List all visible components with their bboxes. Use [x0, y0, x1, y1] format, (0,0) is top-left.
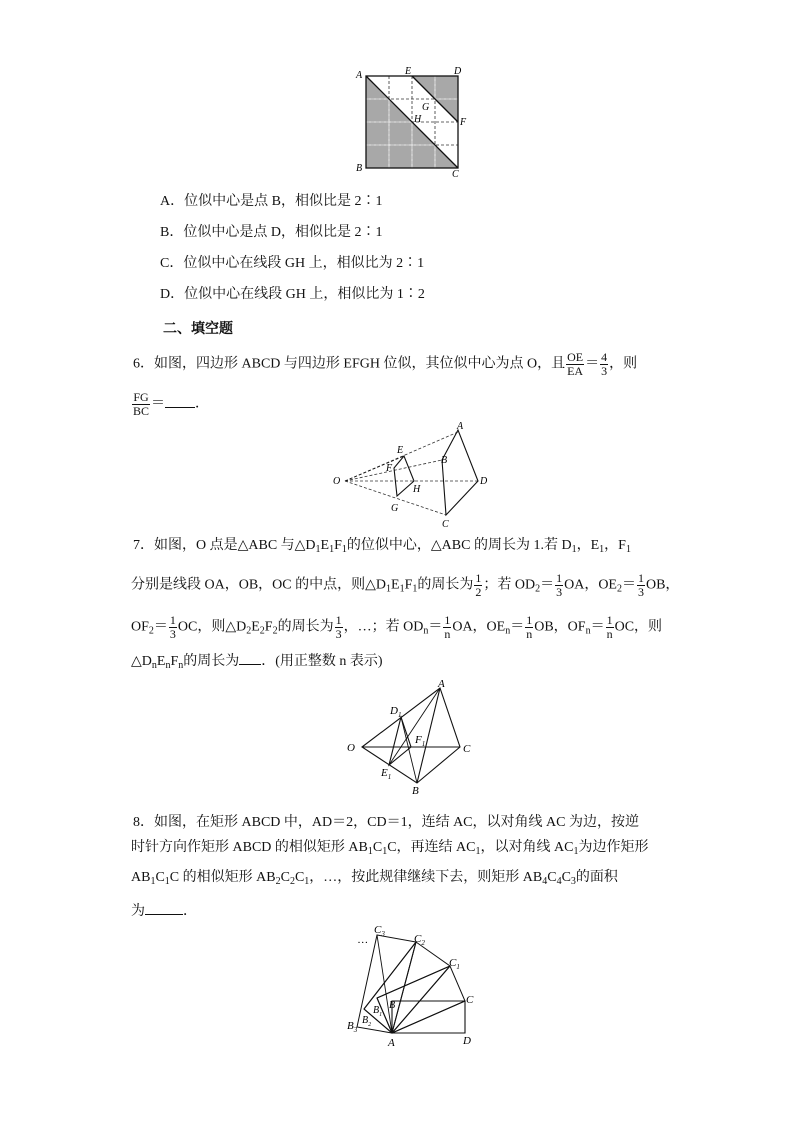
option-d: D．位似中心在线段 GH 上，相似比为 1∶2 [160, 287, 425, 302]
label-E: E [397, 445, 404, 456]
q7-figure [340, 675, 480, 795]
label-D1: $D_1$ [390, 705, 402, 719]
q8-line2: 时针方向作矩形 ABCD 的相似矩形 $AB_1C_1C$，再连结 $AC_1$，以对角线 $AC_1$为边作矩形 [131, 840, 649, 857]
label-C3: $C_3$ [374, 924, 385, 938]
label-B1: $B_1$ [373, 1005, 383, 1018]
label-O: O [333, 476, 341, 487]
option-c: C．位似中心在线段 GH 上，相似比为 2∶1 [160, 256, 425, 271]
label-F: F [460, 117, 467, 128]
label-A: A [356, 70, 363, 81]
label-C1: $C_1$ [449, 957, 460, 971]
q7-line3: $OF_2=$ $\frac{1}{3}$ OC，则$\triangle D_2E_2F_2$的周长为 $\frac{1}{3}$ ，…；若 $OD_n=$ $\frac{1}{n}$ OA，$OE_n=$ $\frac{1}{n}$ OB，$OF_n=$ $\frac{1}{n}$ OC，则 [131, 613, 663, 641]
label-A: A [438, 678, 445, 690]
q7-line2: 分别是线段 OA，OB，OC 的中点，则$\triangle D_1E_1F_1$的周长为 $\frac{1}{2}$ ；若 $OD_2=$ $\frac{1}{3}$ OA，$OE_2=$ $\frac{1}{3}$ OB， [131, 571, 680, 599]
label-dots: … [358, 934, 368, 946]
option-a: A．位似中心是点 B，相似比是 2∶1 [160, 194, 383, 209]
label-C: C [463, 743, 471, 755]
label-C2: $C_2$ [414, 933, 425, 947]
label-H: H [413, 484, 421, 495]
label-B: B [356, 163, 363, 174]
label-D: D [454, 66, 462, 77]
label-A: A [457, 421, 464, 432]
section-heading: 二、填空题 [163, 320, 233, 336]
label-H: H [414, 114, 422, 125]
label-G: G [422, 102, 430, 113]
q8-figure [340, 920, 490, 1050]
q7-line1: 7．如图，O 点是△ABC 与$\triangle D_1E_1F_1$的位似中心，△ABC 的周长为 1.若 $D_1$，$E_1$，$F_1$ [133, 538, 631, 555]
q8-line1: 8．如图，在矩形 ABCD 中，AD＝2，CD＝1，连结 AC，以对角线 AC 为边，按逆 [133, 815, 639, 830]
label-B: B [441, 455, 448, 466]
q6-line1: 6．如图，四边形 ABCD 与四边形 EFGH 位似，其位似中心为点 O，且 $\frac{OE}{EA}$ ＝ $\frac{4}{3}$ ，则 [133, 350, 638, 378]
label-C: C [452, 169, 459, 180]
option-b: B．位似中心是点 D，相似比是 2∶1 [160, 225, 383, 240]
label-E: E [405, 66, 412, 77]
label-D: D [480, 476, 488, 487]
label-B3: $B_3$ [347, 1020, 358, 1034]
label-O: O [347, 742, 355, 754]
label-G: G [391, 503, 399, 514]
label-F1: $F_1$ [415, 734, 426, 748]
label-B: B [389, 1000, 396, 1011]
label-A: A [388, 1037, 395, 1049]
label-F: F [386, 463, 393, 474]
q6-line2: $\frac{FG}{BC}$ ＝ ． [133, 390, 210, 418]
label-E1: $E_1$ [381, 767, 392, 781]
q6-figure [330, 420, 495, 530]
label-D: D [463, 1035, 471, 1047]
q8-line3: $AB_1C_1C$ 的相似矩形 $AB_2C_2C_1$，…，按此规律继续下去，则矩形 $AB_4C_4C_3$的面积 [131, 870, 618, 887]
grid-figure [350, 60, 480, 185]
q8-line4: 为 ． [131, 900, 197, 922]
label-C: C [442, 519, 449, 530]
q7-line4: $\triangle D_nE_nF_n$的周长为 ．(用正整数 n 表示) [131, 650, 383, 676]
label-B: B [412, 785, 419, 795]
label-B2: $B_2$ [362, 1015, 372, 1028]
label-C: C [466, 994, 474, 1006]
